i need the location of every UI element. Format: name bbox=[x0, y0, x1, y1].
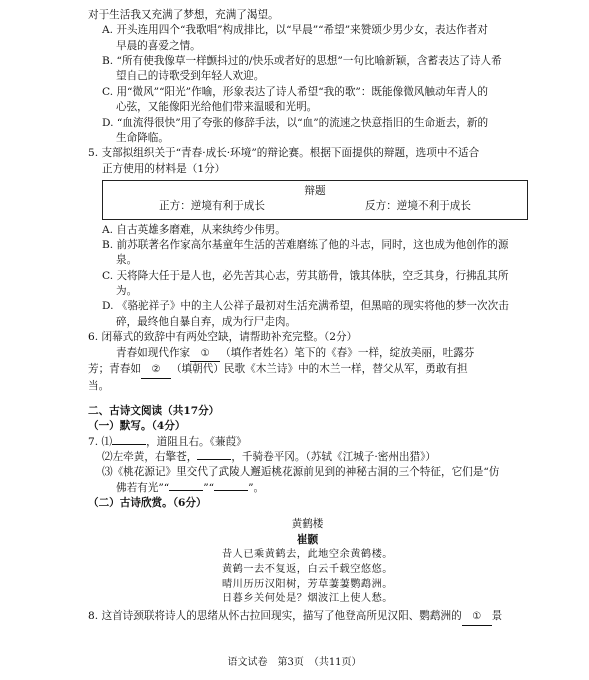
q7-1-blank[interactable] bbox=[112, 444, 146, 445]
debate-box-title: 辩题 bbox=[304, 184, 326, 197]
q7-1 bbox=[88, 435, 527, 450]
section2-part1-title: （一）默写。（4分） bbox=[88, 420, 186, 433]
q6-text: （填朝代）民歌《木兰诗》中的木兰一样，替父从军，勇敢有担 bbox=[170, 363, 468, 376]
q5-option-b-line1: B. 前苏联著名作家高尔基童年生活的苦难磨练了他的斗志，同时，这也成为他创作的源 bbox=[102, 239, 509, 252]
q7-3-blank-2[interactable] bbox=[214, 490, 248, 491]
q4-option-d-line2: 生命降临。 bbox=[116, 131, 169, 144]
debate-topic-box bbox=[102, 180, 528, 220]
blank-number: ① bbox=[200, 347, 210, 359]
q4-option-b-line1: B. “所有使我像草一样颤抖过的/快乐或者好的思想”一句比喻新颖，含蓄表达了诗人希 bbox=[102, 55, 502, 68]
q8-stem bbox=[88, 609, 527, 626]
q8-text: 8. 这首诗颈联将诗人的思绪从怀古拉回现实，描写了他登高所见汉阳、鹦鹉洲的 bbox=[88, 610, 462, 623]
q4-option-c-line2: 心弦，又能像阳光给他们带来温暖和光明。 bbox=[116, 101, 318, 114]
q5-option-d-line1: D. 《骆驼祥子》中的主人公祥子最初对生活充满希望，但黑暗的现实将他的梦一次次击 bbox=[102, 300, 509, 313]
poem-line: 日暮乡关何处是？烟波江上使人愁。 bbox=[222, 593, 393, 605]
q7-text: ⑵左牵黄，右擎苍， bbox=[102, 450, 198, 463]
q7-text: ，千骑卷平冈。（苏轼《江城子·密州出猎》） bbox=[231, 450, 436, 463]
q4-option-a-line2: 早晨的喜爱之情。 bbox=[116, 39, 201, 52]
q7-2 bbox=[88, 450, 527, 465]
q6-blank-2[interactable] bbox=[141, 362, 171, 379]
debate-positions bbox=[109, 199, 521, 214]
q6-line3: 当。 bbox=[88, 379, 110, 392]
debate-pro-side: 正方：逆境有利于成长 bbox=[159, 200, 265, 213]
q6-text: 青春如现代作家 bbox=[116, 346, 191, 359]
poem-line: 昔人已乘黄鹤去，此地空余黄鹤楼。 bbox=[222, 549, 393, 561]
q7-text: ”。 bbox=[248, 481, 265, 494]
q8-text: 景 bbox=[491, 610, 503, 623]
q6-text: 芳；青春如 bbox=[88, 363, 141, 376]
poem-line: 黄鹤一去不复返，白云千载空悠悠。 bbox=[222, 563, 393, 575]
q6-line2 bbox=[88, 362, 527, 379]
q5-option-b-line2: 泉。 bbox=[116, 254, 138, 267]
q8-blank-1[interactable] bbox=[462, 609, 492, 626]
q7-text: ，道阻且右。《蒹葭》 bbox=[146, 435, 247, 448]
q4-option-b-line2: 望自己的诗歌受到年轻人欢迎。 bbox=[116, 70, 265, 83]
q7-3-blank-1[interactable] bbox=[169, 490, 203, 491]
debate-con-side: 反方：逆境不利于成长 bbox=[365, 200, 471, 213]
q7-text: 佛若有光”“ bbox=[116, 481, 170, 494]
page-footer: 语文试卷 第3页 （共11页） bbox=[227, 656, 362, 668]
q7-text: ”“ bbox=[203, 481, 215, 494]
section2-title: 二、古诗文阅读（共17分） bbox=[88, 404, 220, 417]
q6-text: （填作者姓名）笔下的《春》一样，绽放美丽，吐露芬 bbox=[220, 346, 475, 359]
poem-author: 崔颢 bbox=[296, 533, 319, 546]
q4-option-a-line1: A. 开头连用四个“我歌唱”构成排比，以“早晨”“希望”来赞颂少男少女，表达作者对 bbox=[102, 24, 488, 37]
q6-blank-1[interactable] bbox=[190, 346, 220, 363]
q7-2-blank[interactable] bbox=[197, 459, 231, 460]
q5-option-a: A. 自古英雄多磨难，从来纨绔少伟男。 bbox=[102, 223, 286, 236]
q6-stem: 6. 闭幕式的致辞中有两处空缺，请帮助补充完整。（2分） bbox=[88, 331, 358, 344]
section2-part2-title: （二）古诗欣赏。（6分） bbox=[88, 497, 207, 510]
q5-option-d-line2: 碎，最终他自暴自弃，成为行尸走肉。 bbox=[116, 315, 297, 328]
q7-3-line1: ⑶《桃花源记》里交代了武陵人邂逅桃花源前见到的神秘古洞的三个特征，它们是“仿 bbox=[102, 466, 500, 479]
blank-number: ② bbox=[151, 364, 161, 376]
poem-title: 黄鹤楼 bbox=[291, 518, 324, 531]
q5-stem-line2: 正方使用的材料是（1分） bbox=[102, 162, 226, 175]
continued-line: 对于生活我又充满了梦想，充满了渴望。 bbox=[88, 9, 279, 21]
blank-number: ① bbox=[472, 611, 482, 623]
q4-option-c-line1: C. 用“微风”“阳光”作喻，形象表达了诗人希望“我的歌”：既能像微风触动年青人的 bbox=[102, 85, 488, 98]
q6-line1 bbox=[88, 346, 527, 363]
q7-3-line2 bbox=[88, 481, 527, 496]
q5-option-c-line2: 为。 bbox=[116, 285, 138, 298]
poem-line: 晴川历历汉阳树，芳草萋萋鹦鹉洲。 bbox=[222, 578, 393, 590]
q7-text: 7. ⑴ bbox=[88, 435, 113, 448]
q5-option-c-line1: C. 天将降大任于是人也，必先苦其心志，劳其筋骨，饿其体肤，空乏其身，行拂乱其所 bbox=[102, 269, 509, 282]
q5-stem-line1: 5. 支部拟组织关于“青春·成长·环境”的辩论赛。根据下面提供的辩题，选项中不适合 bbox=[88, 147, 480, 160]
q4-option-d-line1: D. “血流得很快”用了夸张的修辞手法，以“血”的流速之快意指旧的生命逝去，新的 bbox=[102, 116, 489, 129]
